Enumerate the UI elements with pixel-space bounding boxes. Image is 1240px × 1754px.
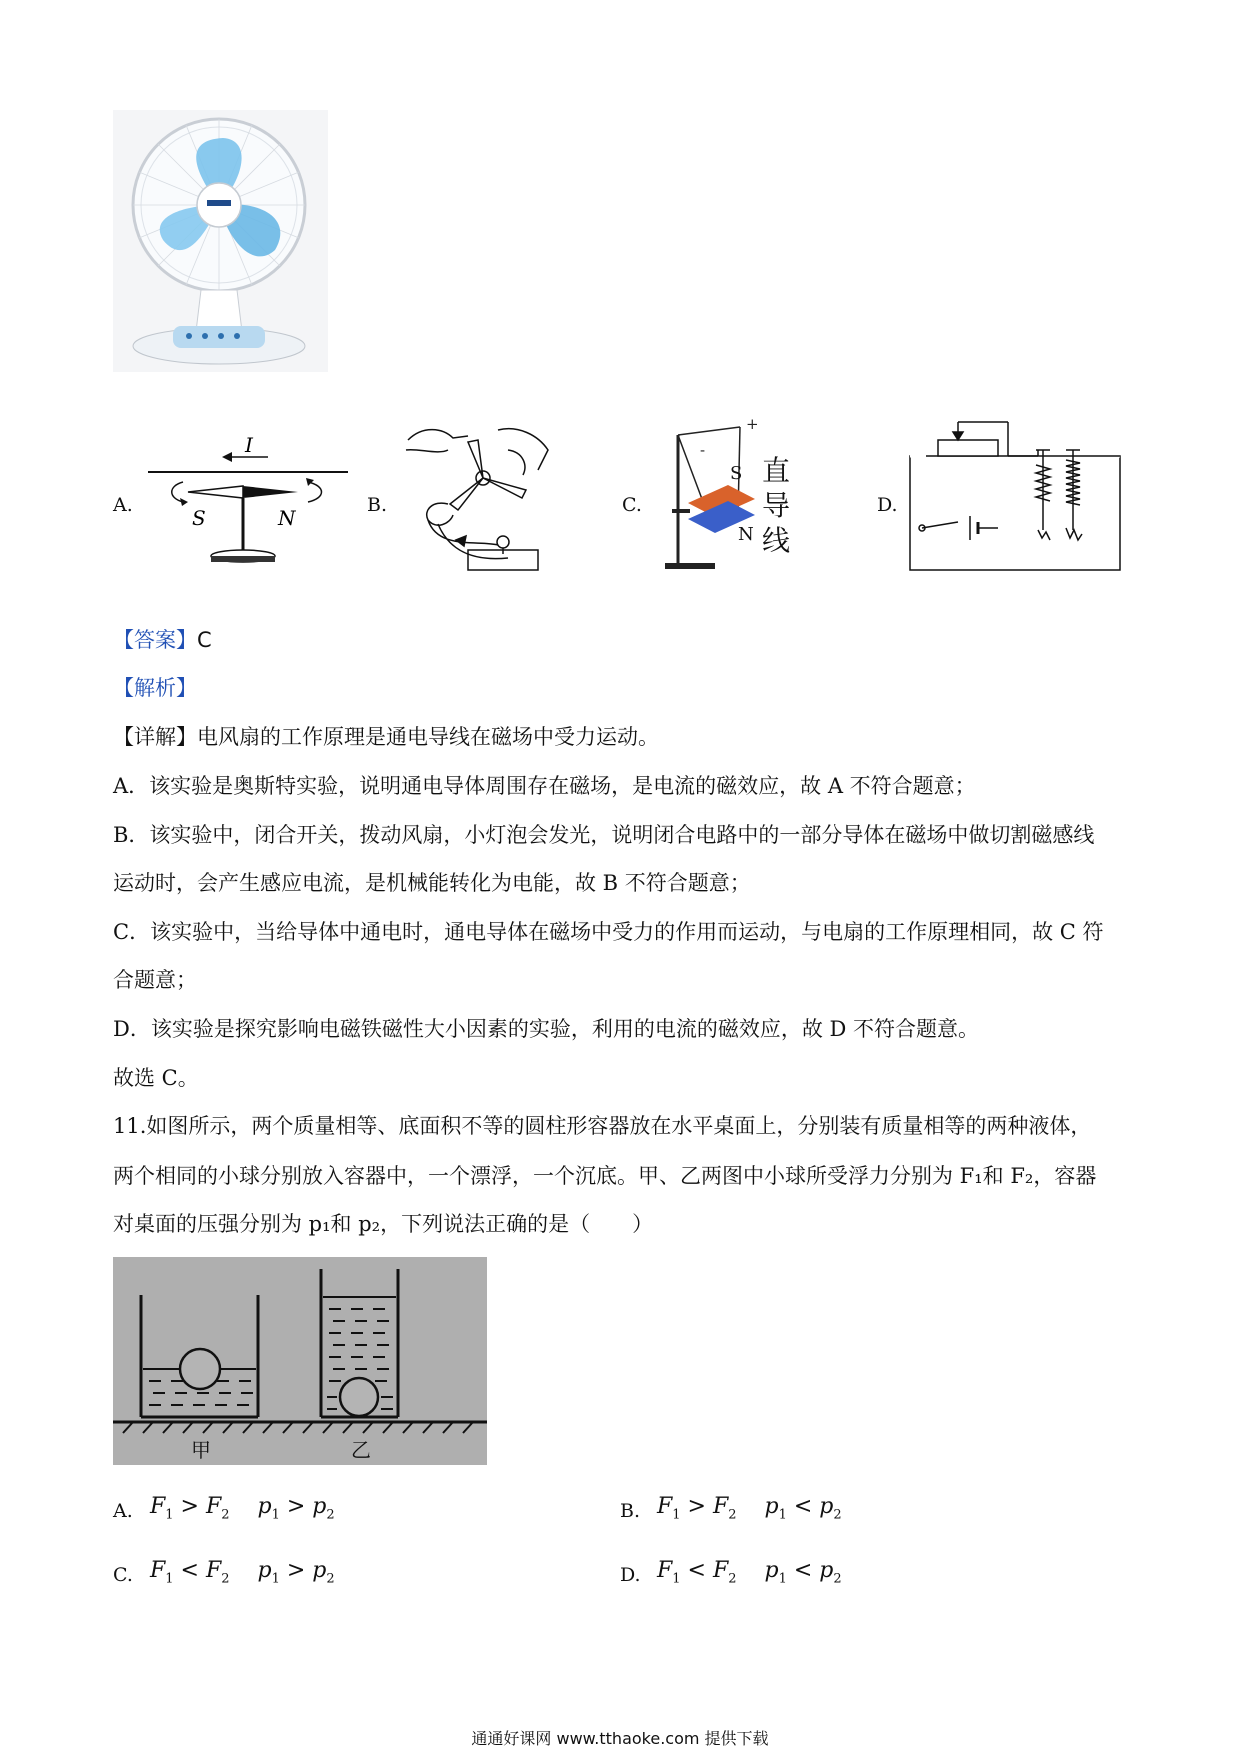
q11-option-c-formula: $F_1 < F_2$ $p_1 > p_2$: [150, 1558, 335, 1587]
q10-option-b-label: B.: [367, 494, 388, 516]
question-11-line: 两个相同的小球分别放入容器中，一个漂浮，一个沉底。甲、乙两图中小球所受浮力分别为 F₁和 F₂，容器: [113, 1164, 1097, 1188]
explanation-line: A．该实验是奥斯特实验，说明通电导体周围存在磁场，是电流的磁效应，故 A 不符合题意；: [113, 774, 976, 798]
answer-line: [113, 626, 212, 654]
explanation-line: 故选 C。: [113, 1066, 199, 1090]
page-footer: 通通好课网 www.tthaoke.com 提供下载: [471, 1729, 769, 1748]
explanation-line: 合题意；: [113, 968, 197, 992]
straight-wire-caption: 直导线: [762, 454, 791, 557]
explanation-line: 【详解】电风扇的工作原理是通电导线在磁场中受力运动。: [113, 725, 659, 749]
explanation-line: B．该实验中，闭合开关，拨动风扇，小灯泡会发光，说明闭合电路中的一部分导体在磁场中做切割磁感线: [113, 823, 1095, 847]
q10-option-a-label: A.: [113, 494, 133, 516]
q11-option-d-formula: $F_1 < F_2$ $p_1 < p_2$: [657, 1558, 842, 1587]
magnet-north-label: N: [738, 524, 754, 545]
question-11-line: 11.如图所示，两个质量相等、底面积不等的圆柱形容器放在水平桌面上，分别装有质量相等的两种液体，: [113, 1114, 1092, 1138]
containers-figure: [113, 1257, 487, 1465]
answer-value: C: [197, 628, 212, 652]
electric-fan-image: [113, 110, 328, 372]
plus-terminal-label: +: [746, 415, 759, 433]
q11-option-a-formula: $F_1 > F_2$ $p_1 > p_2$: [150, 1494, 335, 1523]
explanation-line: D．该实验是探究影响电磁铁磁性大小因素的实验，利用的电流的磁效应，故 D 不符合题意。: [113, 1017, 980, 1041]
q11-option-d-label: D.: [620, 1564, 641, 1586]
question-11-line: 对桌面的压强分别为 p₁和 p₂，下列说法正确的是（ ）: [113, 1212, 654, 1236]
q10-option-c-label: C.: [622, 494, 642, 516]
figure-c-motor-principle: [660, 415, 820, 577]
explanation-line: 运动时，会产生感应电流，是机械能转化为电能，故 B 不符合题意；: [113, 871, 751, 895]
figure-b-generator-experiment: [398, 420, 558, 580]
q11-option-a-label: A.: [113, 1500, 133, 1522]
container-yi-label: 乙: [351, 1438, 371, 1462]
current-label: I: [245, 433, 253, 457]
explanation-line: C．该实验中，当给导体中通电时，通电导体在磁场中受力的作用而运动，与电扇的工作原理相同，故 C 符: [113, 920, 1104, 944]
container-jia-label: 甲: [191, 1438, 211, 1462]
q11-option-c-label: C.: [113, 1564, 133, 1586]
q11-option-b-formula: $F_1 > F_2$ $p_1 < p_2$: [657, 1494, 842, 1523]
q11-option-b-label: B.: [620, 1500, 641, 1522]
figure-d-electromagnet-circuit: [908, 420, 1128, 575]
answer-tag: 【答案】: [113, 628, 197, 652]
figure-a-oersted-experiment: [148, 430, 358, 572]
south-pole-label: S: [192, 506, 206, 530]
magnet-south-label: S: [730, 463, 743, 484]
north-pole-label: N: [278, 506, 296, 530]
q10-option-d-label: D.: [877, 494, 898, 516]
minus-terminal-label: -: [700, 441, 706, 459]
analysis-tag: 【解析】: [113, 676, 197, 700]
